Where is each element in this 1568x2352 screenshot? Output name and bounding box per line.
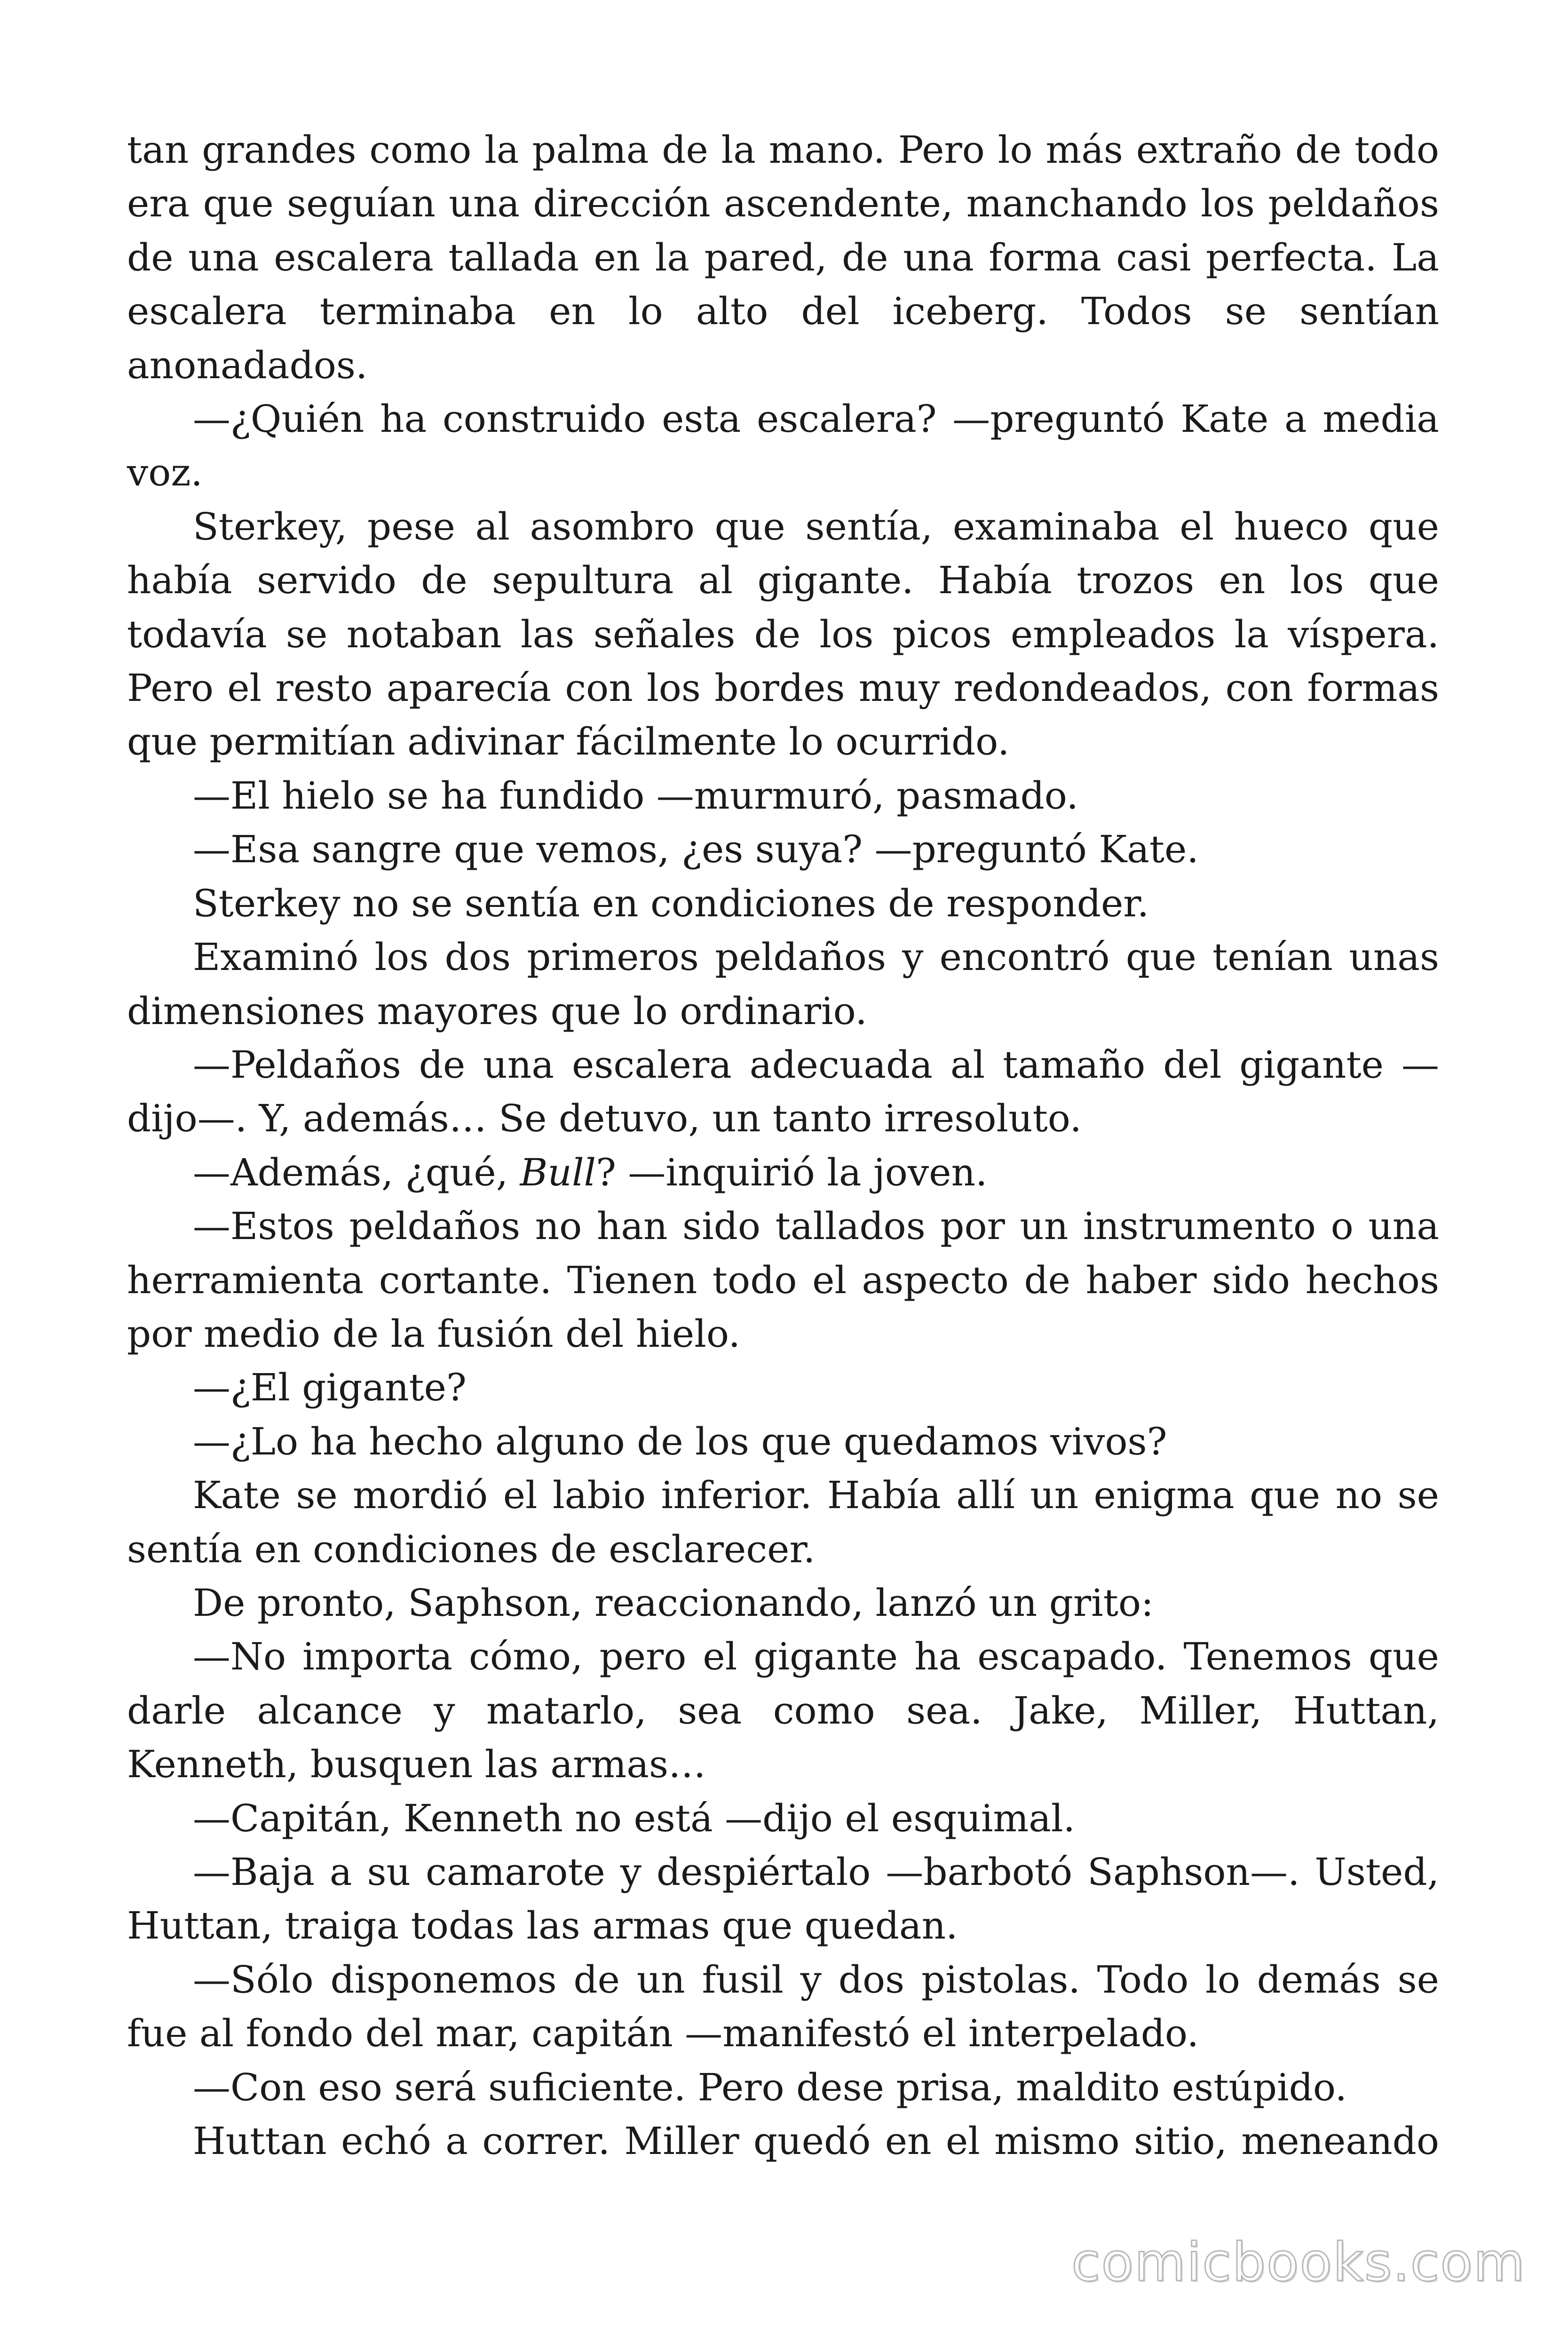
paragraph-3: Sterkey, pese al asombro que sentía, examinaba el hueco que había servido de sepultura al gigante. Había trozos en los que todavía se notaban las señales de los picos empleados la víspera. Pero el resto aparecía con los bordes muy redondeados, con formas que permitían adivinar fácilmente lo ocurrido. (127, 504, 1439, 764)
paragraph-20: Huttan echó a correr. Miller quedó en el mismo sitio, meneando (193, 2119, 1439, 2163)
paragraph-15: —No importa cómo, pero el gigante ha escapado. Tenemos que darle alcance y matarlo, sea como sea. Jake, Miller, Huttan, Kenneth, busquen las armas… (127, 1635, 1439, 1787)
paragraph-2: —¿Quién ha construido esta escalera? —preguntó Kate a media voz. (127, 397, 1439, 495)
paragraph-9 (127, 1146, 1439, 1200)
book-page-text (127, 123, 1439, 2168)
paragraph-17: —Baja a su camarote y despiértalo —barbotó Saphson—. Usted, Huttan, traiga todas las armas que quedan. (127, 1850, 1439, 1948)
paragraph-10: —Estos peldaños no han sido tallados por un instrumento o una herramienta cortante. Tienen todo el aspecto de haber sido hechos por medio de la fusión del hielo. (127, 1204, 1439, 1356)
paragraph-9-emphasis: Bull (520, 1150, 596, 1194)
paragraph-1: tan grandes como la palma de la mano. Pero lo más extraño de todo era que seguían una dirección ascendente, manchando los peldaños de una escalera tallada en la pared, de una forma casi perfecta. La escalera terminaba en lo alto del iceberg. Todos se sentían anonadados. (127, 128, 1439, 387)
paragraph-14: De pronto, Saphson, reaccionando, lanzó un grito: (193, 1581, 1154, 1625)
watermark: comicbooks.com (1071, 2232, 1526, 2293)
paragraph-8: —Peldaños de una escalera adecuada al tamaño del gigante —dijo—. Y, además… Se detuvo, un tanto irresoluto. (127, 1042, 1439, 1141)
paragraph-13: Kate se mordió el labio inferior. Había allí un enigma que no se sentía en condiciones de esclarecer. (127, 1473, 1439, 1571)
paragraph-6: Sterkey no se sentía en condiciones de responder. (193, 881, 1149, 925)
paragraph-9-after: ? —inquirió la joven. (596, 1150, 988, 1194)
paragraph-12: —¿Lo ha hecho alguno de los que quedamos vivos? (193, 1419, 1167, 1463)
paragraph-4: —El hielo se ha fundido —murmuró, pasmado. (193, 773, 1078, 818)
paragraph-11: —¿El gigante? (193, 1366, 467, 1410)
paragraph-16: —Capitán, Kenneth no está —dijo el esquimal. (193, 1796, 1076, 1840)
paragraph-7: Examinó los dos primeros peldaños y encontró que tenían unas dimensiones mayores que lo ordinario. (127, 935, 1439, 1033)
paragraph-9-before: —Además, ¿qué, (193, 1150, 520, 1194)
paragraph-5: —Esa sangre que vemos, ¿es suya? —preguntó Kate. (193, 827, 1199, 872)
paragraph-18: —Sólo disponemos de un fusil y dos pistolas. Todo lo demás se fue al fondo del mar, capitán —manifestó el interpelado. (127, 1957, 1439, 2056)
paragraph-19: —Con eso será suficiente. Pero dese prisa, maldito estúpido. (193, 2065, 1347, 2109)
